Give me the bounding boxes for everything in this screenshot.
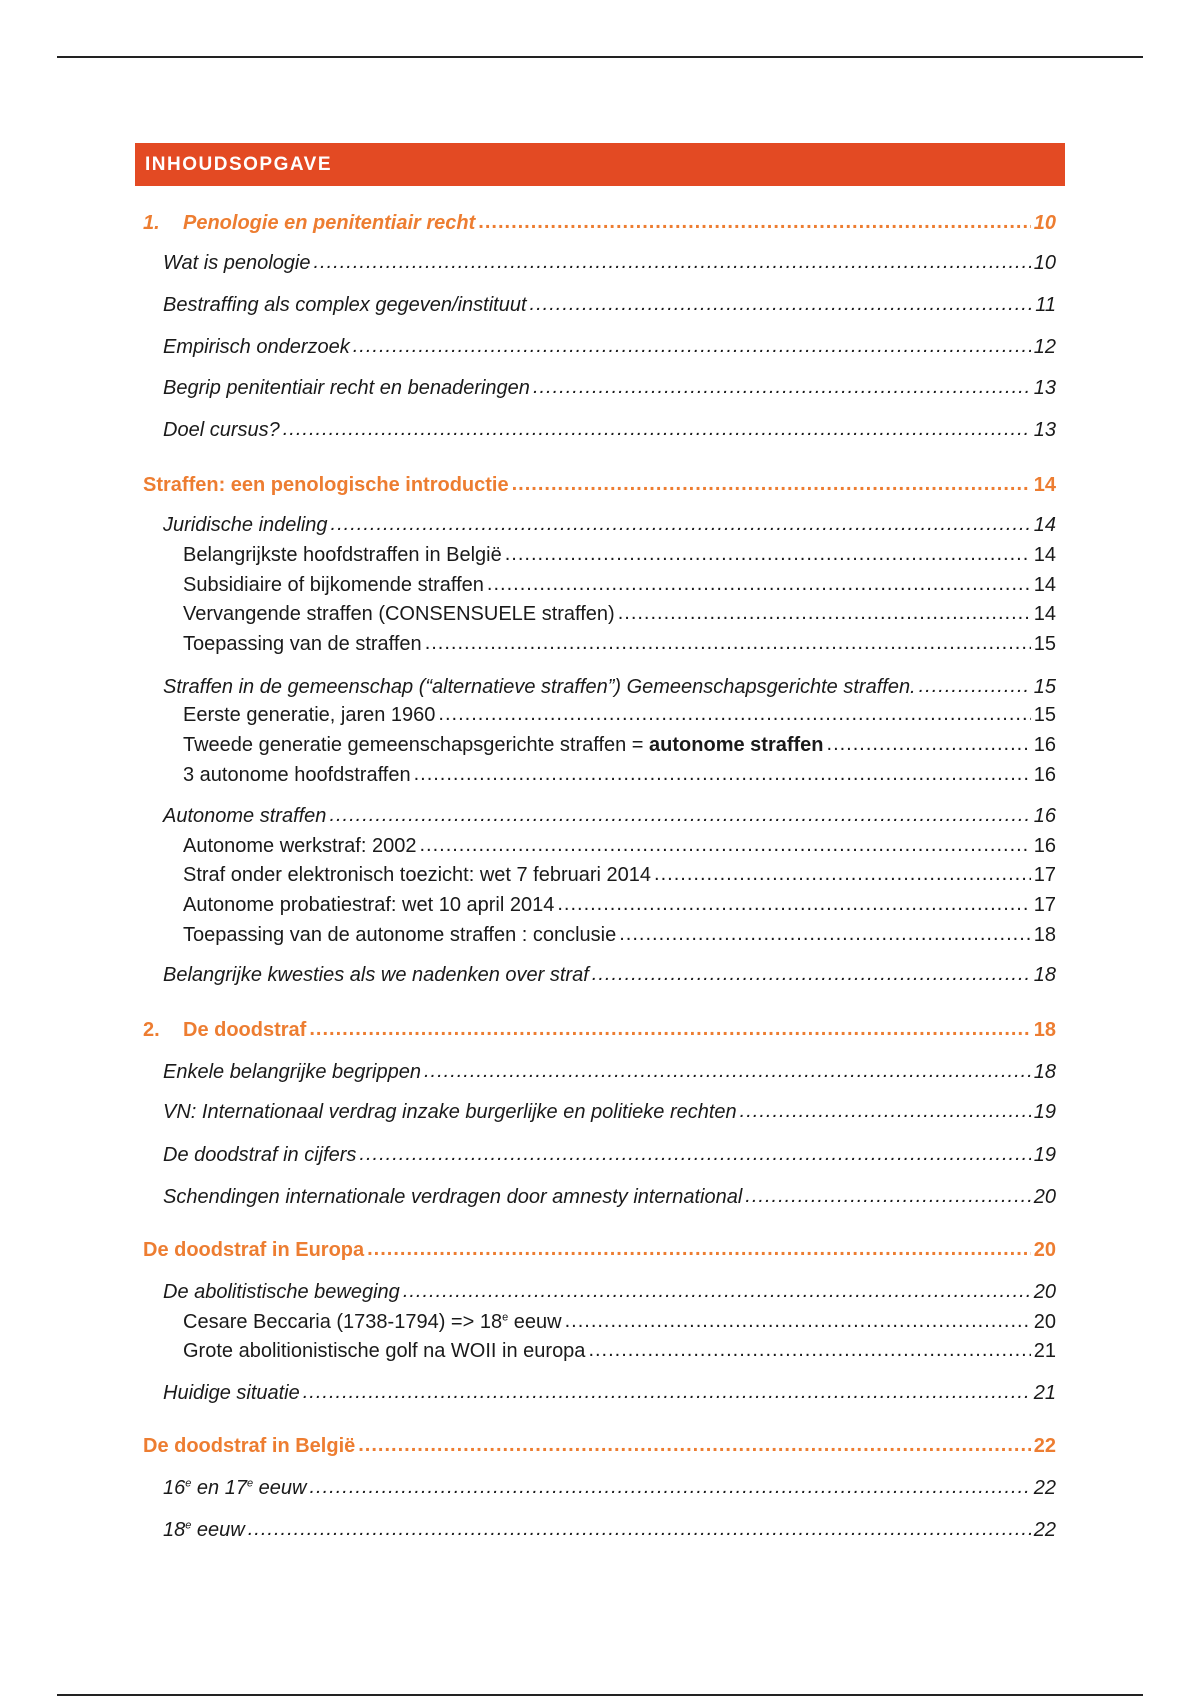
toc-entry[interactable] (163, 1061, 1056, 1084)
toc-entry-title-bold: autonome straffen (649, 734, 824, 756)
toc-entry-title-text: Toepassing van de straffen (183, 633, 422, 655)
dot-leader (358, 1434, 1031, 1457)
toc-entry-superscript: e (185, 1477, 192, 1490)
toc-entry-title (183, 603, 615, 626)
toc-header (135, 143, 1065, 186)
toc-entry[interactable] (183, 764, 1056, 787)
toc-entry-page-number: 18 (1033, 964, 1056, 986)
dot-leader (414, 763, 1031, 786)
toc-entry-page-number: 14 (1033, 514, 1056, 536)
toc-entry-title-text: Wat is penologie (163, 252, 311, 274)
toc-entry-page-number: 17 (1033, 864, 1056, 886)
toc-entry[interactable] (143, 474, 1056, 497)
toc-entry-title (183, 864, 651, 887)
toc-entry-title-text: De doodstraf in Europa (143, 1239, 365, 1261)
dot-leader (359, 1143, 1030, 1166)
toc-entry[interactable] (163, 805, 1056, 828)
toc-entry[interactable] (163, 1281, 1056, 1304)
toc-entry[interactable] (143, 1019, 1056, 1042)
dot-leader (329, 804, 1030, 827)
toc-entry[interactable] (163, 252, 1056, 275)
toc-entry[interactable] (183, 633, 1056, 656)
toc-entry-title-text: Belangrijkste hoofdstraffen in België (183, 544, 502, 566)
dot-leader (588, 1339, 1030, 1362)
toc-entry-number: 2. (143, 1019, 160, 1041)
toc-entry-superscript: e (185, 1519, 192, 1532)
dot-leader (565, 1310, 1031, 1333)
toc-entry-superscript: e (502, 1311, 509, 1324)
toc-entry-title-text: Straf onder elektronisch toezicht: wet 7 februari 2014 (183, 864, 652, 886)
toc-entry-superscript: e (246, 1477, 254, 1490)
toc-entry-page-number: 10 (1033, 212, 1056, 234)
toc-entry[interactable] (163, 336, 1056, 359)
toc-entry-page-number: 12 (1033, 336, 1056, 358)
toc-entry[interactable] (183, 704, 1056, 727)
dot-leader (438, 703, 1030, 726)
toc-entry-title-text: eeuw (253, 1477, 307, 1499)
dot-leader (505, 543, 1031, 566)
toc-entry[interactable] (183, 894, 1056, 917)
toc-entry-title (163, 1382, 300, 1405)
toc-entry-title-text: Vervangende straffen (CONSENSUELE straffen) (183, 603, 615, 625)
toc-entry-page-number: 17 (1033, 894, 1056, 916)
toc-entry-title (183, 734, 824, 757)
dot-leader (827, 733, 1031, 756)
toc-entry-page-number: 19 (1033, 1101, 1056, 1123)
toc-entry-page-number: 11 (1035, 294, 1056, 316)
toc-entry-title (183, 894, 554, 917)
toc-entry-page-number: 19 (1033, 1144, 1056, 1166)
toc-entry-page-number: 21 (1033, 1340, 1056, 1362)
toc-entry-title-text: Huidige situatie (163, 1382, 300, 1404)
toc-entry-title (163, 377, 530, 400)
toc-entry-title-text: Grote abolitionistische golf na WOII in europa (183, 1340, 586, 1362)
toc-entry-title-text: Straffen in de gemeenschap (“alternatieve straffen”) Gemeenschapsgerichte straffen. (163, 676, 916, 698)
toc-entry-title-text: Autonome werkstraf: 2002 (183, 835, 417, 857)
toc-entry-page-number: 13 (1033, 377, 1056, 399)
dot-leader (654, 863, 1031, 886)
dot-leader (419, 834, 1030, 857)
toc-entry-page-number: 20 (1033, 1311, 1056, 1333)
toc-entry-title (183, 1340, 585, 1363)
dot-leader (309, 1018, 1030, 1041)
toc-entry-page-number: 21 (1033, 1382, 1056, 1404)
toc-entry-title-text: Belangrijke kwesties als we nadenken over straf (163, 964, 589, 986)
toc-entry-title (163, 676, 916, 699)
toc-entry-page-number: 14 (1033, 474, 1056, 496)
toc-entry-page-number: 14 (1033, 603, 1056, 625)
toc-entry-page-number: 13 (1033, 419, 1056, 441)
toc-entry-title (183, 764, 411, 787)
toc-entry-page-number: 16 (1033, 835, 1056, 857)
toc-entry-page-number: 14 (1033, 574, 1056, 596)
bottom-rule (57, 1694, 1143, 1696)
dot-leader (619, 923, 1031, 946)
toc-entry-title (143, 1239, 364, 1262)
toc-entry-page-number: 15 (1033, 704, 1056, 726)
toc-entry-page-number: 10 (1033, 252, 1056, 274)
toc-entry-title-text: VN: Internationaal verdrag inzake burgerlijke en politieke rechten (163, 1101, 737, 1123)
toc-entry-title (163, 514, 328, 537)
toc-entry-title-text: Toepassing van de autonome straffen : conclusie (183, 924, 617, 946)
toc-entry-title (163, 1281, 400, 1304)
toc-entry-title (143, 474, 509, 497)
toc-entry[interactable] (183, 1340, 1056, 1363)
toc-entry-title-text: 3 autonome hoofdstraffen (183, 764, 411, 786)
toc-entry-title-text: Eerste generatie, jaren 1960 (183, 704, 436, 726)
toc-entry[interactable] (163, 419, 1056, 442)
table-of-contents (135, 143, 1065, 186)
dot-leader (740, 1100, 1031, 1123)
toc-entry-title-text: Bestraffing als complex gegeven/instituut (163, 294, 527, 316)
toc-entry[interactable] (163, 964, 1056, 987)
dot-leader (403, 1280, 1031, 1303)
toc-entry-title (183, 212, 475, 235)
toc-entry[interactable] (183, 864, 1056, 887)
dot-leader (919, 675, 1031, 698)
toc-title: INHOUDSOPGAVE (145, 153, 333, 175)
toc-entry-title (183, 835, 416, 858)
toc-entry-page-number: 18 (1033, 1019, 1056, 1041)
toc-entry-title (163, 1061, 421, 1084)
dot-leader (425, 632, 1031, 655)
toc-entry-title (163, 1519, 245, 1542)
toc-entry-page-number: 22 (1033, 1519, 1056, 1541)
toc-entry-title (163, 805, 326, 828)
dot-leader (487, 573, 1031, 596)
toc-entry[interactable] (143, 1239, 1056, 1262)
toc-entry-page-number: 20 (1033, 1281, 1056, 1303)
toc-entry[interactable] (183, 574, 1056, 597)
toc-entry-title (183, 1311, 562, 1334)
toc-entry-title-text: eeuw (508, 1311, 562, 1333)
toc-entry-title (143, 1435, 355, 1458)
toc-entry-title-text: 16 (163, 1477, 186, 1499)
dot-leader (331, 513, 1031, 536)
toc-entry-title-text: Straffen: een penologische introductie (143, 474, 509, 496)
toc-entry-page-number: 22 (1033, 1435, 1056, 1457)
toc-entry-title (183, 544, 502, 567)
toc-entry-title-text: De abolitistische beweging (163, 1281, 400, 1303)
toc-entry-title-text: en 17 (191, 1477, 247, 1499)
toc-entry-page-number: 18 (1033, 924, 1056, 946)
toc-entry[interactable] (163, 676, 1056, 699)
toc-entry[interactable] (163, 377, 1056, 400)
toc-entry-title-text: Subsidiaire of bijkomende straffen (183, 574, 484, 596)
toc-entry-title-text: Tweede generatie gemeenschapsgerichte straffen = (183, 734, 650, 756)
toc-entry-page-number: 22 (1033, 1477, 1056, 1499)
toc-entry[interactable] (163, 1144, 1056, 1167)
dot-leader (618, 602, 1031, 625)
toc-entry[interactable] (143, 1435, 1056, 1458)
toc-entry[interactable] (183, 924, 1056, 947)
toc-entry[interactable] (163, 514, 1056, 537)
toc-entry-title (183, 704, 435, 727)
toc-entry-title-text: Enkele belangrijke begrippen (163, 1061, 421, 1083)
toc-entry-title (163, 252, 311, 275)
toc-entry-title-text: Cesare Beccaria (1738-1794) => 18 (183, 1311, 503, 1333)
dot-leader (478, 211, 1030, 234)
top-rule (57, 56, 1143, 58)
toc-entry[interactable] (183, 1311, 1056, 1334)
toc-entry[interactable] (183, 835, 1056, 858)
toc-entry-page-number: 16 (1033, 805, 1056, 827)
toc-entry-title (163, 336, 350, 359)
toc-entry-title (163, 294, 527, 317)
toc-entry-title-text: Schendingen internationale verdragen door amnesty international (163, 1186, 743, 1208)
dot-leader (533, 376, 1031, 399)
toc-entry-title-text: Empirisch onderzoek (163, 336, 350, 358)
toc-entry-title (163, 1186, 742, 1209)
toc-entry-page-number: 20 (1033, 1239, 1056, 1261)
dot-leader (592, 963, 1031, 986)
toc-entry[interactable] (183, 603, 1056, 626)
toc-entry-title-text: eeuw (191, 1519, 245, 1541)
toc-entry-title (183, 924, 616, 947)
dot-leader (283, 418, 1031, 441)
toc-entry-page-number: 16 (1033, 764, 1056, 786)
toc-entry[interactable] (183, 544, 1056, 567)
dot-leader (745, 1185, 1030, 1208)
toc-entry-title-text: De doodstraf (183, 1019, 307, 1041)
dot-leader (353, 335, 1031, 358)
toc-entry-page-number: 14 (1033, 544, 1056, 566)
toc-entry-title (163, 964, 589, 987)
toc-entry[interactable] (163, 1186, 1056, 1209)
dot-leader (314, 251, 1031, 274)
toc-entry-page-number: 20 (1033, 1186, 1056, 1208)
toc-entry-title-text: De doodstraf in cijfers (163, 1144, 357, 1166)
toc-entry-title-text: Autonome probatiestraf: wet 10 april 2014 (183, 894, 555, 916)
toc-entry-title-text: Begrip penitentiair recht en benaderingen (163, 377, 530, 399)
toc-entry[interactable] (143, 212, 1056, 235)
dot-leader (424, 1060, 1031, 1083)
toc-entry-title-text: Penologie en penitentiair recht (183, 212, 476, 234)
dot-leader (248, 1518, 1031, 1541)
dot-leader (557, 893, 1030, 916)
toc-entry-title (163, 1477, 306, 1500)
toc-entry-title (183, 1019, 306, 1042)
toc-entry[interactable] (163, 1477, 1056, 1500)
toc-entry-title (183, 633, 422, 656)
dot-leader (309, 1476, 1030, 1499)
toc-entry-title-text: 18 (163, 1519, 186, 1541)
toc-entry-page-number: 15 (1033, 633, 1056, 655)
toc-entry-title (163, 1101, 737, 1124)
dot-leader (367, 1238, 1031, 1261)
toc-entry[interactable] (163, 294, 1056, 317)
toc-entry-title (163, 419, 280, 442)
toc-entry-title-text: Juridische indeling (163, 514, 328, 536)
toc-entry-page-number: 18 (1033, 1061, 1056, 1083)
toc-entry-page-number: 15 (1033, 676, 1056, 698)
dot-leader (512, 473, 1031, 496)
toc-entry-title (163, 1144, 356, 1167)
dot-leader (530, 293, 1033, 316)
toc-entry-page-number: 16 (1033, 734, 1056, 756)
toc-entry-title-text: Autonome straffen (163, 805, 327, 827)
toc-entry-title (183, 574, 484, 597)
toc-entry[interactable] (163, 1519, 1056, 1542)
toc-entry[interactable] (183, 734, 1056, 757)
dot-leader (303, 1381, 1031, 1404)
toc-entry-title-text: De doodstraf in België (143, 1435, 356, 1457)
toc-entry-number: 1. (143, 212, 160, 234)
toc-entry[interactable] (163, 1382, 1056, 1405)
toc-entry[interactable] (163, 1101, 1056, 1124)
toc-entry-title-text: Doel cursus? (163, 419, 280, 441)
